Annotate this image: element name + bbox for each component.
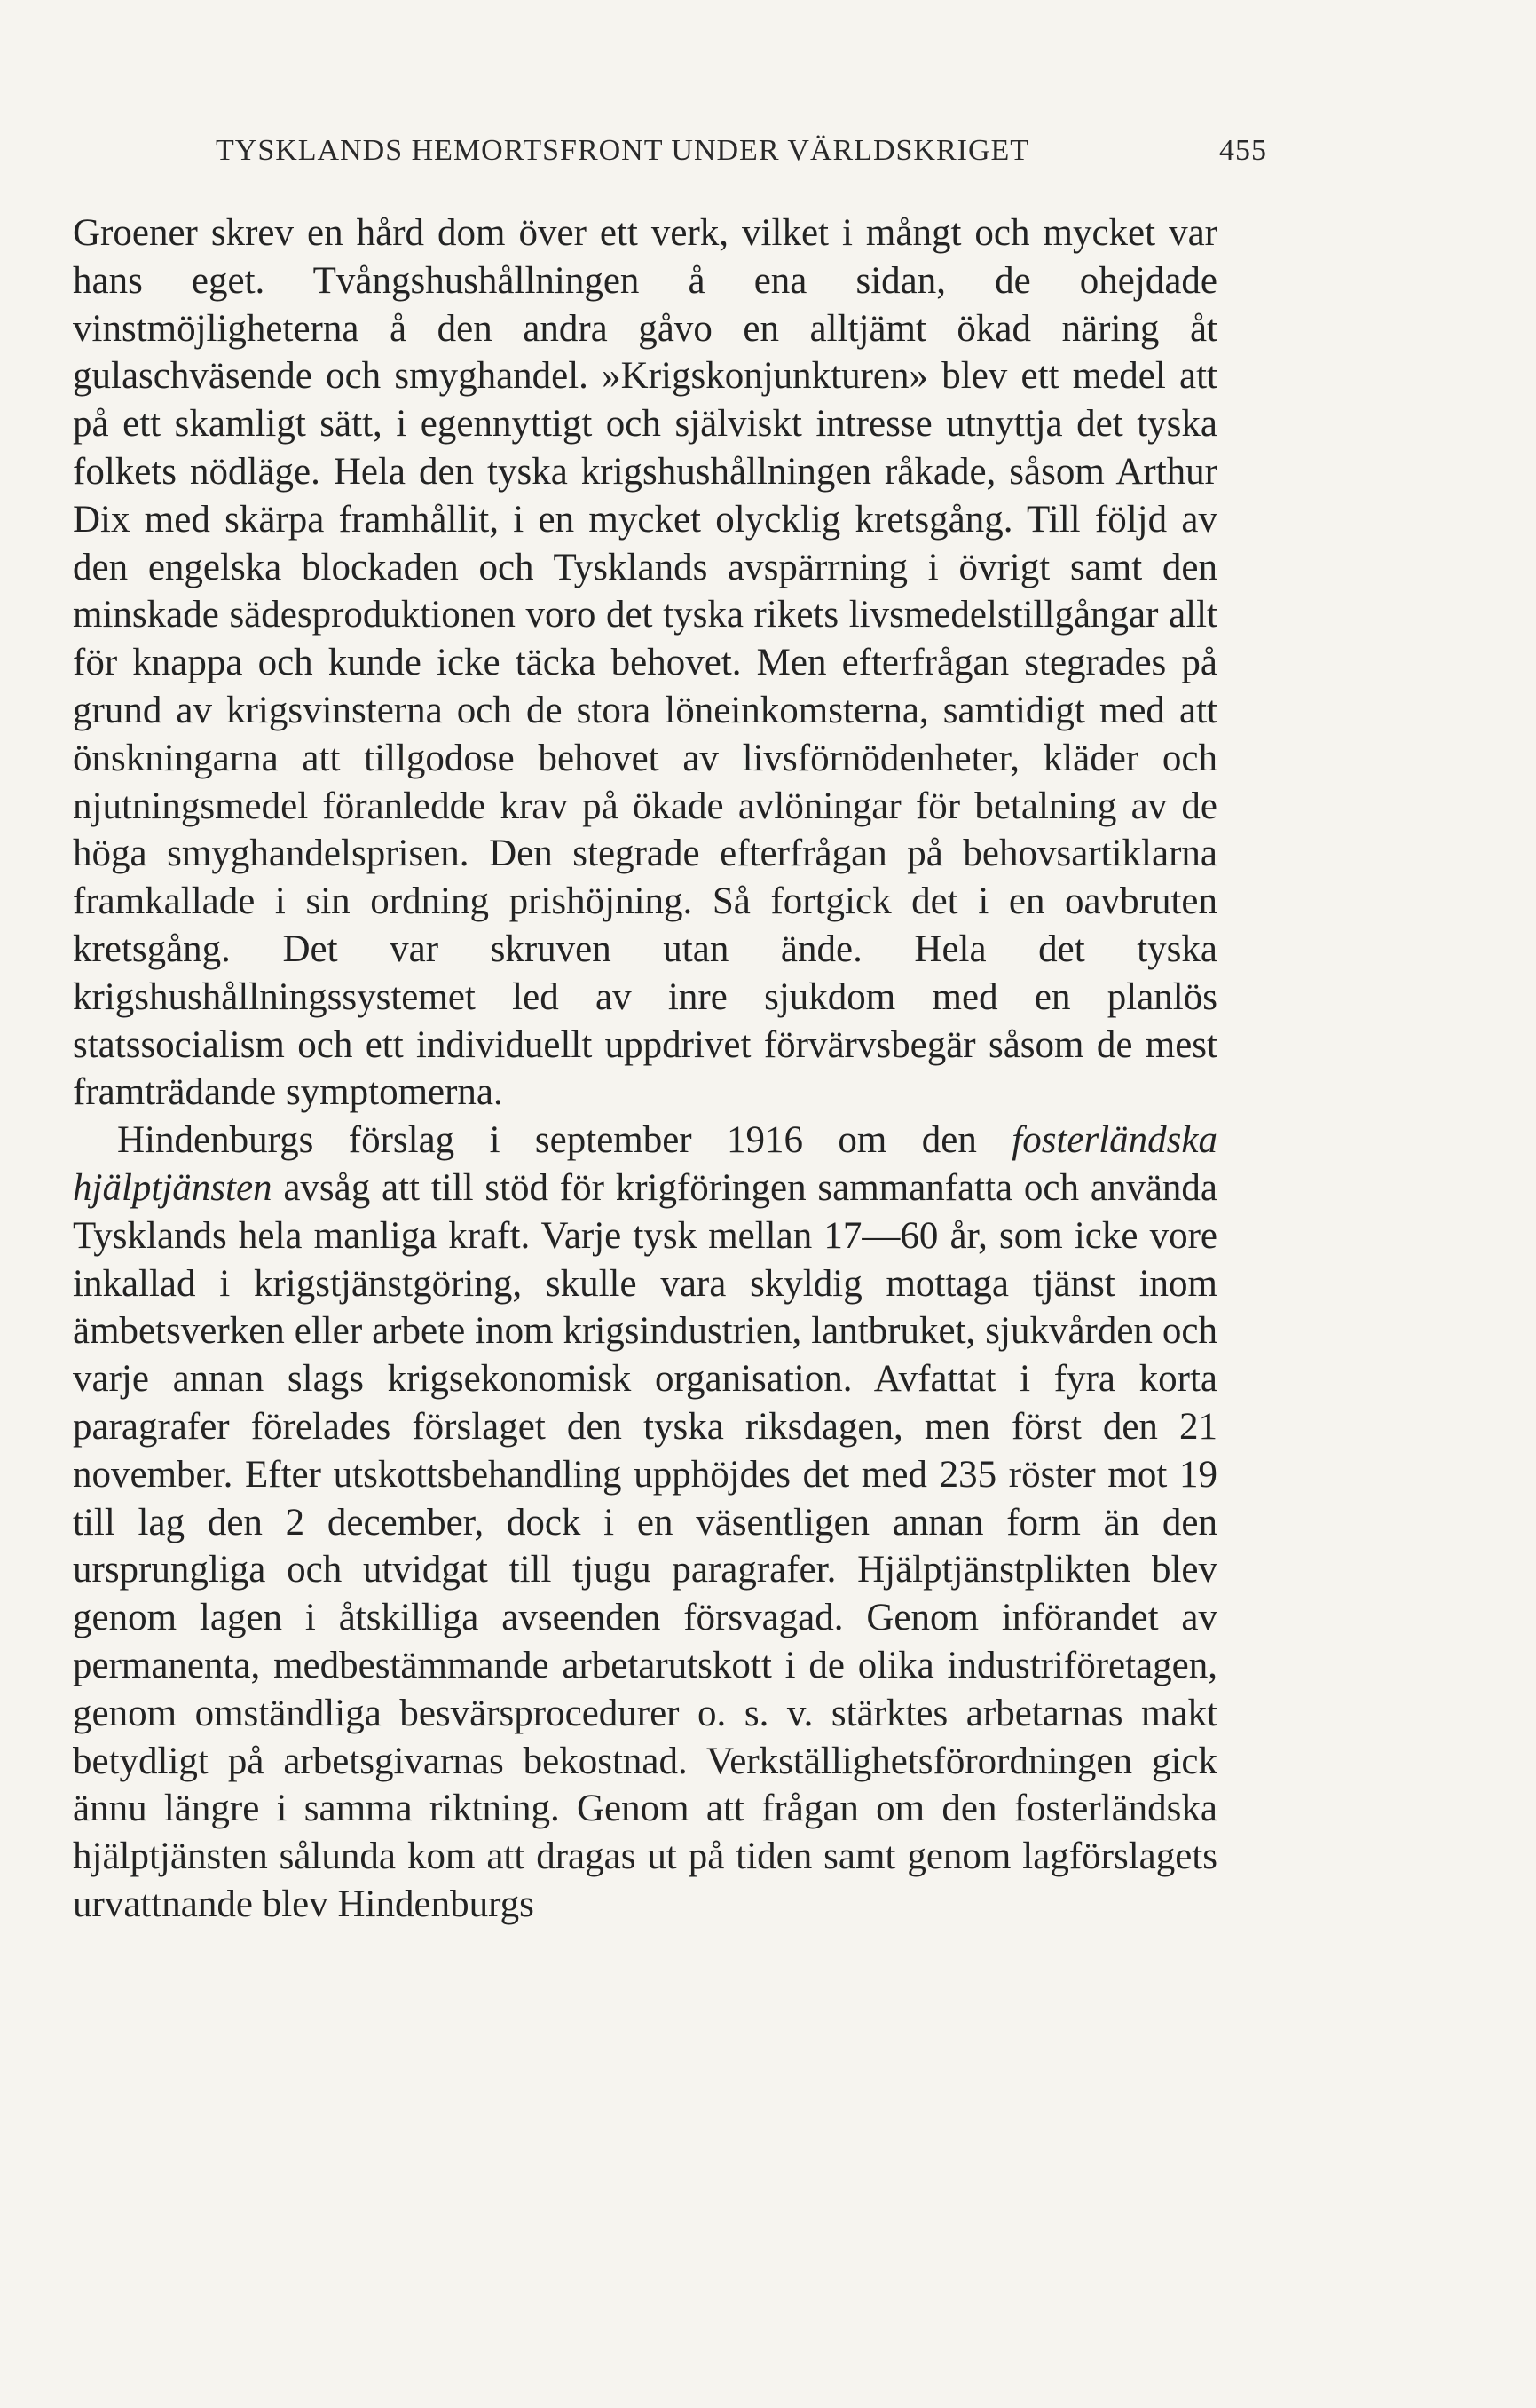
- page-header: [216, 134, 1267, 187]
- paragraph-2-text-before: Hindenburgs förslag i september 1916 om den: [117, 1119, 1012, 1162]
- paragraph-2-text-after: avsåg att till stöd för krigföringen sammanfatta och använda Tysklands hela manliga kraft. Varje tysk mellan 17—60 år, som icke vore inkallad i krigstjänstgöring, skulle vara skyldig mottaga tjänst inom ämbetsverken eller arbete inom krigsindustrien, lantbruket, sjukvården och varje annan slags krigsekonomisk organisation. Avfattat i fyra korta paragrafer förelades förslaget den tyska riksdagen, men först den 21 november. Efter utskottsbehandling upphöjdes det med 235 röster mot 19 till lag den 2 december, dock i en väsentligen annan form än den ursprungliga och utvidgat till tjugu paragrafer. Hjälptjänstplikten blev genom lagen i åtskilliga avseenden försvagad. Genom införandet av permanenta, medbestämmande arbetarutskott i de olika industriföretagen, genom omständliga besvärsprocedurer o. s. v. stärktes arbetarnas makt betydligt på arbetsgivarnas bekostnad. Verkställighetsförordningen gick ännu längre i samma riktning. Genom att frågan om den fosterländska hjälptjänsten sålunda kom att dragas ut på tiden samt genom lagförslagets urvattnande blev Hindenburgs: [73, 1166, 1217, 1925]
- paragraph-1: [73, 209, 1217, 1117]
- page-number: 455: [1219, 134, 1267, 167]
- running-title: TYSKLANDS HEMORTSFRONT UNDER VÄRLDSKRIGET: [216, 134, 1030, 167]
- paragraph-2: [73, 1117, 1217, 1929]
- paragraph-1-text: Groener skrev en hård dom över ett verk, vilket i mångt och mycket var hans eget. Tvångshushållningen å ena sidan, de ohejdade vinstmöjligheterna å den andra gåvo en alltjämt ökad näring åt gulaschväsende och smyghandel. »Krigskonjunkturen» blev ett medel att på ett skamligt sätt, i egennyttigt och själviskt intresse utnyttja det tyska folkets nödläge. Hela den tyska krigshushållningen råkade, såsom Arthur Dix med skärpa framhållit, i en mycket olycklig kretsgång. Till följd av den engelska blockaden och Tysklands avspärrning i övrigt samt den minskade sädesproduktionen voro det tyska rikets livsmedelstillgångar allt för knappa och kunde icke täcka behovet. Men efterfrågan stegrades på grund av krigsvinsterna och de stora löneinkomsterna, samtidigt med att önskningarna att tillgodose behovet av livsförnödenheter, kläder och njutningsmedel föranledde krav på ökade avlöningar för betalning av de höga smyghandelsprisen. Den stegrade efterfrågan på behovsartiklarna framkallade i sin ordning prishöjning. Så fortgick det i en oavbruten kretsgång. Det var skruven utan ände. Hela det tyska krigshushållningssystemet led av inre sjukdom med en planlös statssocialism och ett individuellt uppdrivet förvärvsbegär såsom de mest framträdande symptomerna.: [73, 212, 1217, 1114]
- paragraph-2-italic-term: fosterländska hjälptjänsten: [73, 1119, 1217, 1209]
- body-text: [73, 209, 1217, 1929]
